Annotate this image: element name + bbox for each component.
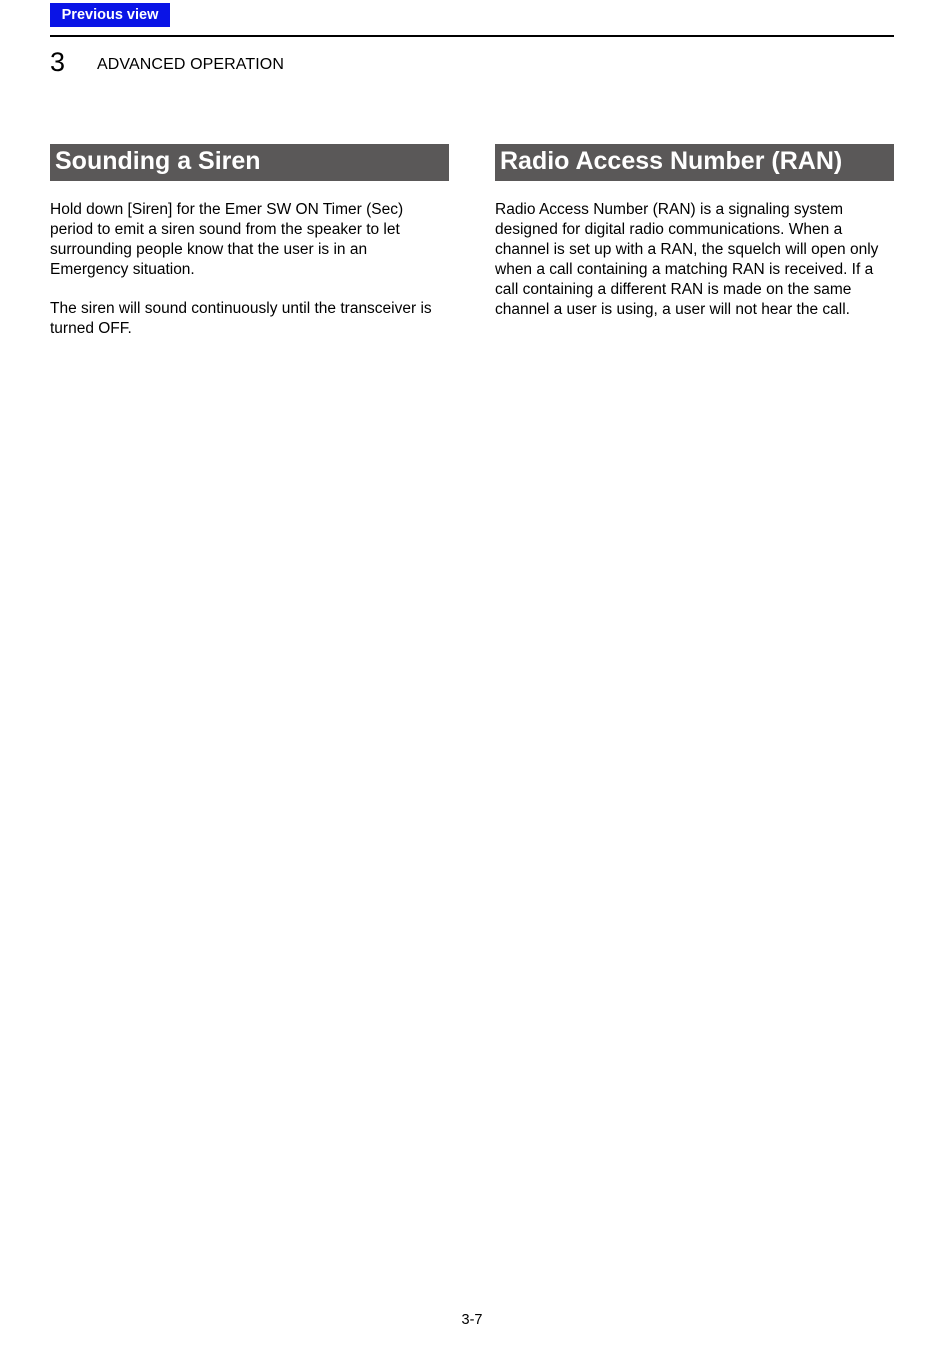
body-paragraph: The siren will sound continuously until the transceiver is turned OFF. <box>50 300 432 337</box>
body-paragraph: Hold down [Siren] for the Emer SW ON Timer (Sec) period to emit a siren sound from the speaker to let surrounding people know that the user is in an Emergency situation. <box>50 201 404 278</box>
section-radio-access-number <box>495 144 894 339</box>
chapter-number: 3 <box>50 47 66 77</box>
section-body <box>50 200 449 339</box>
chapter-title: ADVANCED OPERATION <box>97 56 285 73</box>
header-rule <box>50 35 894 37</box>
section-heading: Radio Access Number (RAN) <box>495 144 894 181</box>
section-sounding-a-siren <box>50 144 449 358</box>
section-body <box>495 200 894 320</box>
page-number: 3-7 <box>461 1312 483 1328</box>
section-heading: Sounding a Siren <box>50 144 449 181</box>
body-paragraph: Radio Access Number (RAN) is a signaling system designed for digital radio communications. When a channel is set up with a RAN, the squelch will open only when a call containing a matching RAN is received. If a call containing a different RAN is made on the same channel a user is using, a user will not hear the call. <box>495 201 879 318</box>
previous-view-button[interactable]: Previous view <box>50 3 170 27</box>
